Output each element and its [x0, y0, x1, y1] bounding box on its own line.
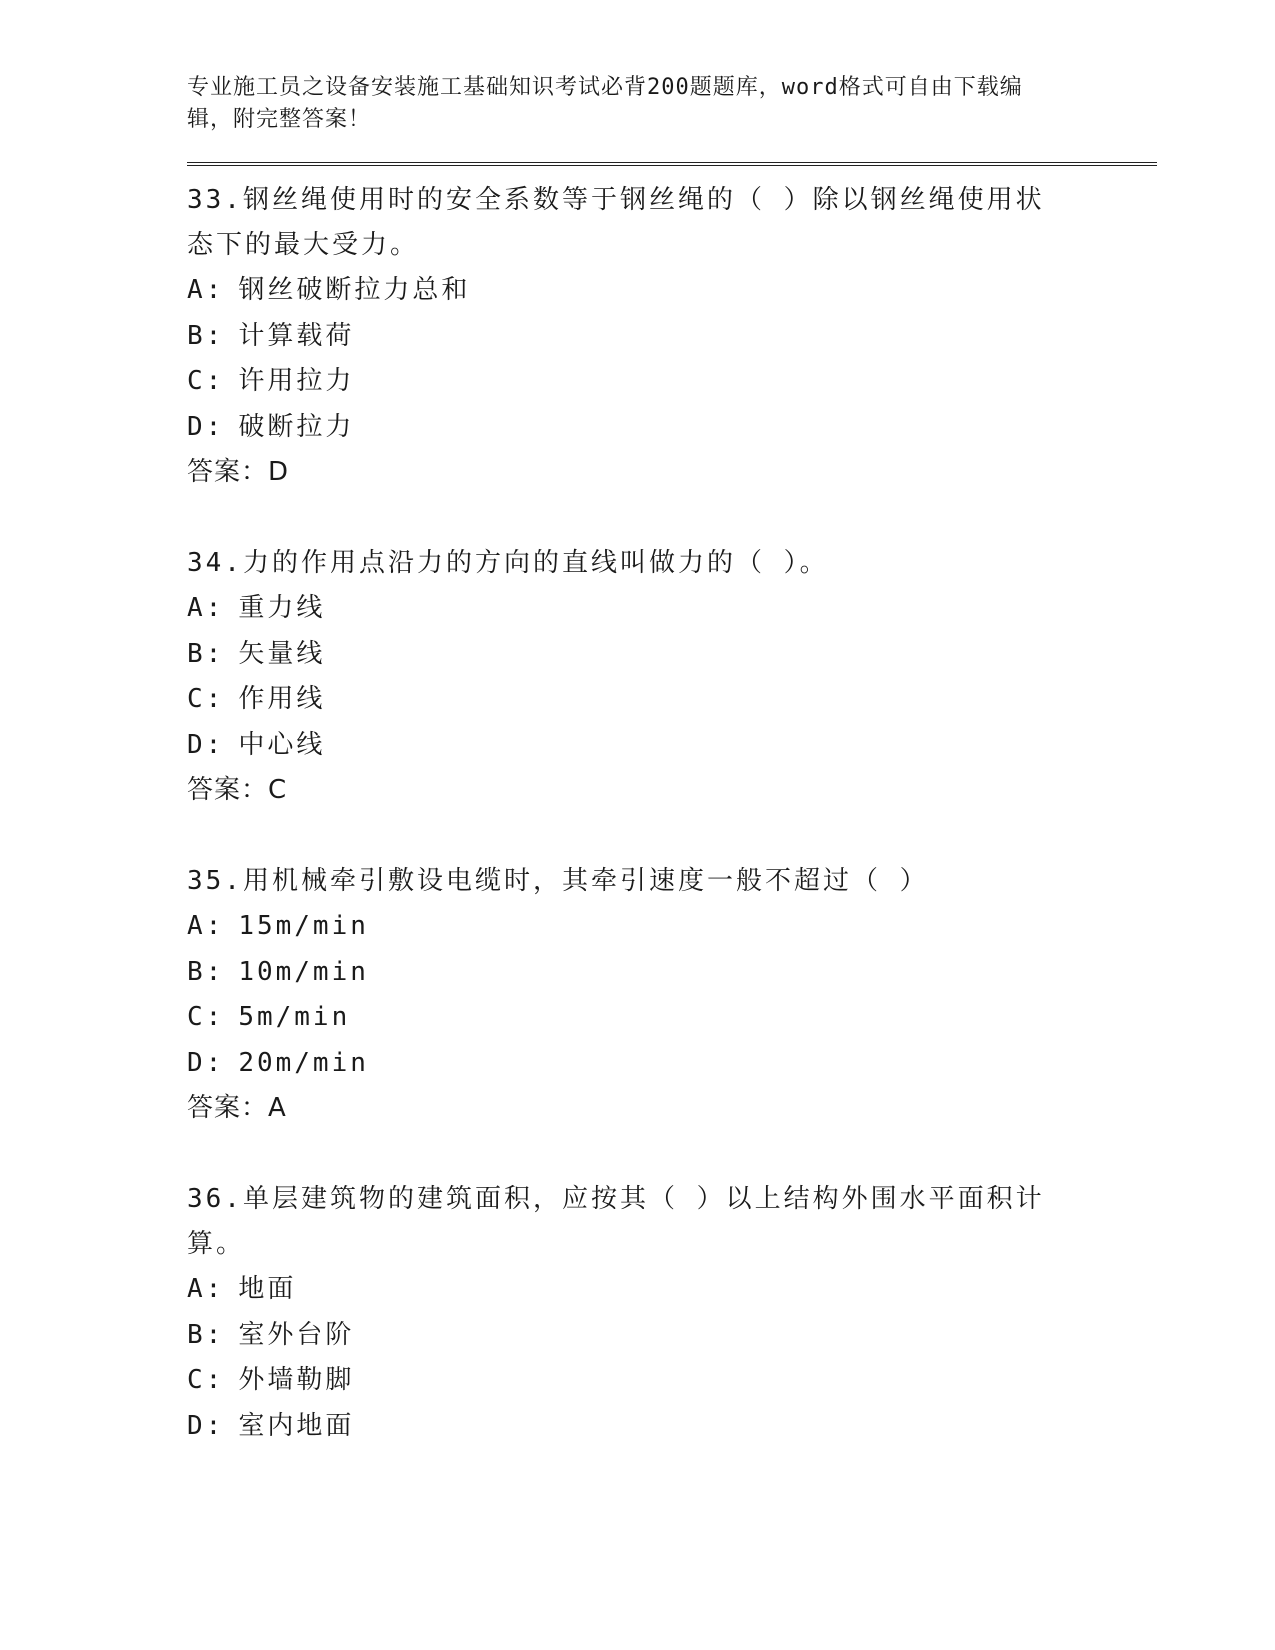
option-letter: B: — [187, 320, 225, 351]
option-letter: D: — [187, 1410, 225, 1441]
option-b — [187, 632, 1157, 678]
option-a — [187, 1267, 1157, 1313]
option-text: 地面 — [238, 1274, 297, 1304]
option-c — [187, 677, 1157, 723]
option-c — [187, 359, 1157, 405]
option-letter: C: — [187, 1365, 225, 1395]
document-header: 专业施工员之设备安装施工基础知识考试必背200题题库，word格式可自由下载编辑，附完整答案！ — [187, 75, 1023, 132]
option-text: 钢丝破断拉力总和 — [238, 275, 471, 305]
option-d — [187, 405, 1157, 451]
option-letter: D: — [187, 1047, 225, 1078]
option-text: 5m/min — [238, 1002, 351, 1032]
option-d — [187, 1041, 1157, 1087]
question-item — [187, 859, 1157, 1131]
question-stem: 33.钢丝绳使用时的安全系数等于钢丝绳的（ ）除以钢丝绳使用状态下的最大受力。 — [187, 185, 1045, 260]
option-letter: C: — [187, 684, 225, 714]
option-letter: B: — [187, 1319, 225, 1350]
option-letter: D: — [187, 411, 225, 442]
option-letter: A: — [187, 911, 225, 941]
option-letter: A: — [187, 593, 225, 623]
question-item — [187, 541, 1157, 813]
option-text: 作用线 — [238, 684, 326, 714]
question-stem: 34.力的作用点沿力的方向的直线叫做力的（ ）。 — [187, 548, 829, 578]
option-text: 15m/min — [238, 911, 369, 941]
answer-label: 答案：C — [187, 775, 288, 805]
option-text: 室内地面 — [238, 1410, 355, 1441]
option-text: 矢量线 — [238, 638, 326, 669]
option-text: 20m/min — [238, 1047, 369, 1078]
option-letter: D: — [187, 729, 225, 760]
option-letter: A: — [187, 1274, 225, 1304]
option-letter: C: — [187, 366, 225, 396]
option-letter: A: — [187, 275, 225, 305]
question-item — [187, 178, 1157, 495]
question-list — [187, 178, 1157, 1449]
option-b — [187, 950, 1157, 996]
option-text: 破断拉力 — [238, 411, 355, 442]
option-c — [187, 1358, 1157, 1404]
option-text: 许用拉力 — [238, 366, 355, 396]
question-stem: 35.用机械牵引敷设电缆时，其牵引速度一般不超过（ ） — [187, 866, 929, 896]
option-letter: C: — [187, 1002, 225, 1032]
answer-label: 答案：D — [187, 457, 290, 487]
option-d — [187, 723, 1157, 769]
option-letter: B: — [187, 638, 225, 669]
option-text: 重力线 — [238, 593, 326, 623]
question-stem: 36.单层建筑物的建筑面积，应按其（ ）以上结构外围水平面积计算。 — [187, 1184, 1045, 1259]
option-a — [187, 904, 1157, 950]
option-b — [187, 314, 1157, 360]
option-text: 外墙勒脚 — [238, 1365, 355, 1395]
answer-label: 答案：A — [187, 1093, 287, 1123]
document-page — [187, 72, 1157, 1495]
option-text: 计算载荷 — [238, 320, 355, 351]
header-divider — [187, 162, 1157, 166]
option-c — [187, 995, 1157, 1041]
option-text: 10m/min — [238, 956, 369, 987]
question-item — [187, 1177, 1157, 1449]
option-text: 室外台阶 — [238, 1319, 355, 1350]
option-a — [187, 586, 1157, 632]
option-text: 中心线 — [238, 729, 326, 760]
option-a — [187, 268, 1157, 314]
option-b — [187, 1313, 1157, 1359]
option-letter: B: — [187, 956, 225, 987]
option-d — [187, 1404, 1157, 1450]
